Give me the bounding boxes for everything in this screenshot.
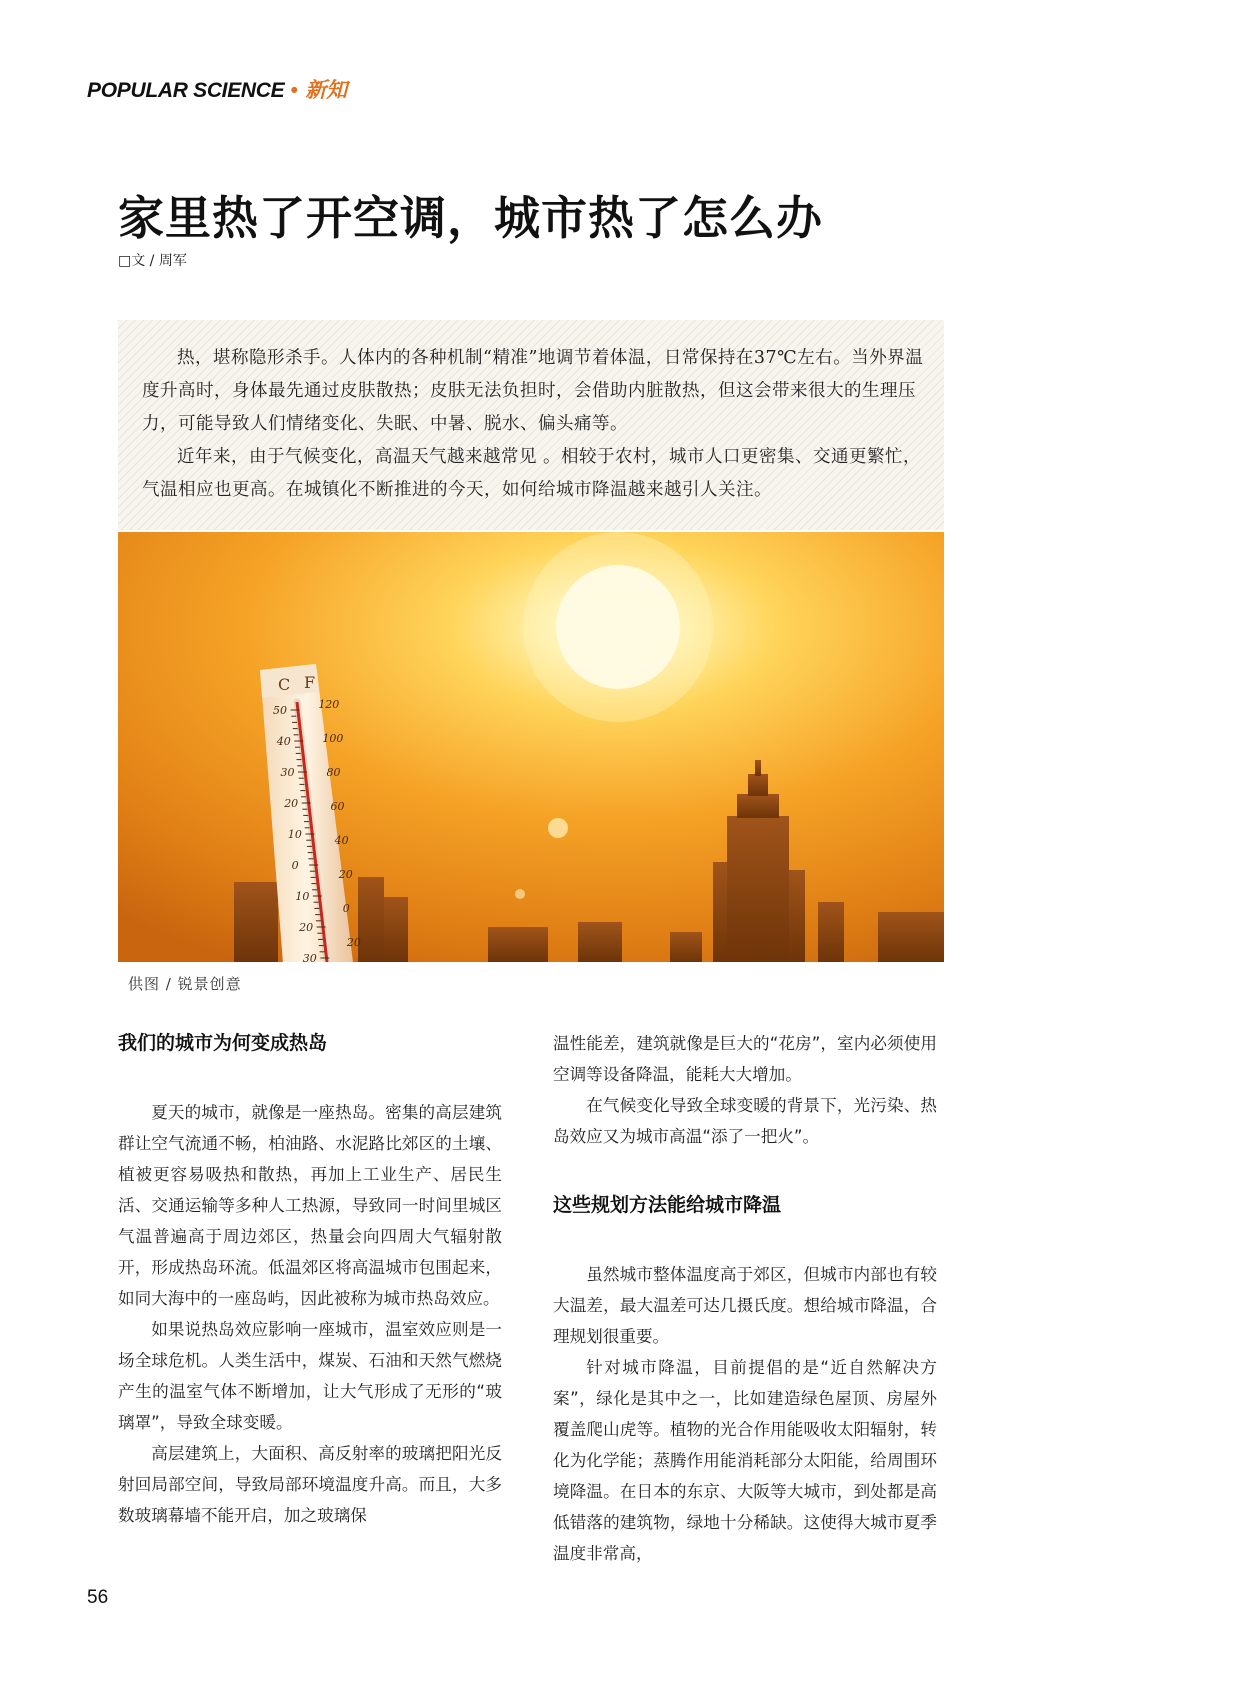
intro-box (118, 320, 944, 530)
body-paragraph-continued: 温性能差，建筑就像是巨大的“花房”，室内必须使用空调等设备降温，能耗大大增加。 (553, 1034, 937, 1084)
celsius-tick-label: 20 (299, 921, 314, 934)
fahrenheit-label: F (304, 673, 316, 692)
magazine-brand: POPULAR SCIENCE (87, 79, 285, 102)
body-paragraph: 在气候变化导致全球变暖的背景下，光污染、热岛效应又为城市高温“添了一把火”。 (553, 1096, 937, 1146)
celsius-label: C (278, 675, 291, 694)
article-byline: □文 / 周军 (118, 253, 187, 269)
fahrenheit-tick-label: 40 (334, 834, 349, 847)
header-dot: • (290, 79, 298, 102)
celsius-tick-label: 10 (287, 828, 302, 841)
fahrenheit-tick-label: 120 (318, 698, 340, 711)
celsius-tick-label: 30 (302, 952, 317, 962)
body-paragraph: 高层建筑上，大面积、高反射率的玻璃把阳光反射回局部空间，导致局部环境温度升高。而且，大多数玻璃幕墙不能开启，加之玻璃保 (118, 1444, 502, 1525)
heat-illustration (118, 532, 944, 962)
body-paragraph: 如果说热岛效应影响一座城市，温室效应则是一场全球危机。人类生活中，煤炭、石油和天然气燃烧产生的温室气体不断增加，让大气形成了无形的“玻璃罩”，导致全球变暖。 (118, 1320, 502, 1432)
fahrenheit-tick-label: 20 (346, 936, 361, 949)
body-paragraph: 虽然城市整体温度高于郊区，但城市内部也有较大温差，最大温差可达几摄氏度。想给城市降温，合理规划很重要。 (553, 1265, 937, 1346)
celsius-tick-label: 0 (291, 859, 299, 872)
article-title: 家里热了开空调，城市热了怎么办 (118, 191, 823, 245)
celsius-tick-label: 40 (276, 735, 291, 748)
fahrenheit-tick-label: 60 (330, 800, 345, 813)
lens-flare (548, 818, 568, 838)
section-heading-planning: 这些规划方法能给城市降温 (553, 1194, 782, 1216)
intro-paragraph-2: 近年来，由于气候变化，高温天气越来越常见 。相较于农村，城市人口更密集、交通更繁忙，气温相应也更高。在城镇化不断推进的今天，如何给城市降温越来越引人关注。 (142, 447, 922, 500)
hero-photo (118, 532, 944, 962)
section-heading-heat-island: 我们的城市为何变成热岛 (118, 1032, 328, 1054)
celsius-tick-label: 30 (280, 766, 295, 779)
intro-paragraph-1: 热，堪称隐形杀手。人体内的各种机制“精准”地调节着体温，日常保持在37℃左右。当外界温度升高时，身体最先通过皮肤散热；皮肤无法负担时，会借助内脏散热，但这会带来很大的生理压力，可能导致人们情绪变化、失眠、中暑、脱水、偏头痛等。 (142, 348, 924, 434)
photo-caption: 供图 / 锐景创意 (128, 975, 242, 993)
right-column (553, 1028, 937, 1569)
left-column (118, 1028, 502, 1531)
page-number: 56 (87, 1587, 109, 1608)
magazine-header (87, 74, 347, 104)
fahrenheit-tick-label: 20 (338, 868, 353, 881)
fahrenheit-tick-label: 0 (342, 902, 350, 915)
celsius-tick-label: 20 (284, 797, 299, 810)
fahrenheit-tick-label: 80 (326, 766, 341, 779)
section-name: 新知 (305, 79, 347, 102)
celsius-tick-label: 10 (295, 890, 310, 903)
celsius-tick-label: 50 (273, 704, 288, 717)
fahrenheit-tick-label: 100 (322, 732, 344, 745)
body-paragraph: 针对城市降温，目前提倡的是“近自然解决方案”，绿化是其中之一，比如建造绿色屋顶、房屋外覆盖爬山虎等。植物的光合作用能吸收太阳辐射，转化为化学能；蒸腾作用能消耗部分太阳能，给周围环境降温。在日本的东京、大阪等大城市，到处都是高低错落的建筑物，绿地十分稀缺。这使得大城市夏季温度非常高， (553, 1358, 937, 1563)
body-paragraph: 夏天的城市，就像是一座热岛。密集的高层建筑群让空气流通不畅，柏油路、水泥路比郊区的土壤、植被更容易吸热和散热，再加上工业生产、居民生活、交通运输等多种人工热源，导致同一时间里城区气温普遍高于周边郊区，热量会向四周大气辐射散开，形成热岛环流。低温郊区将高温城市包围起来，如同大海中的一座岛屿，因此被称为城市热岛效应。 (118, 1103, 502, 1308)
